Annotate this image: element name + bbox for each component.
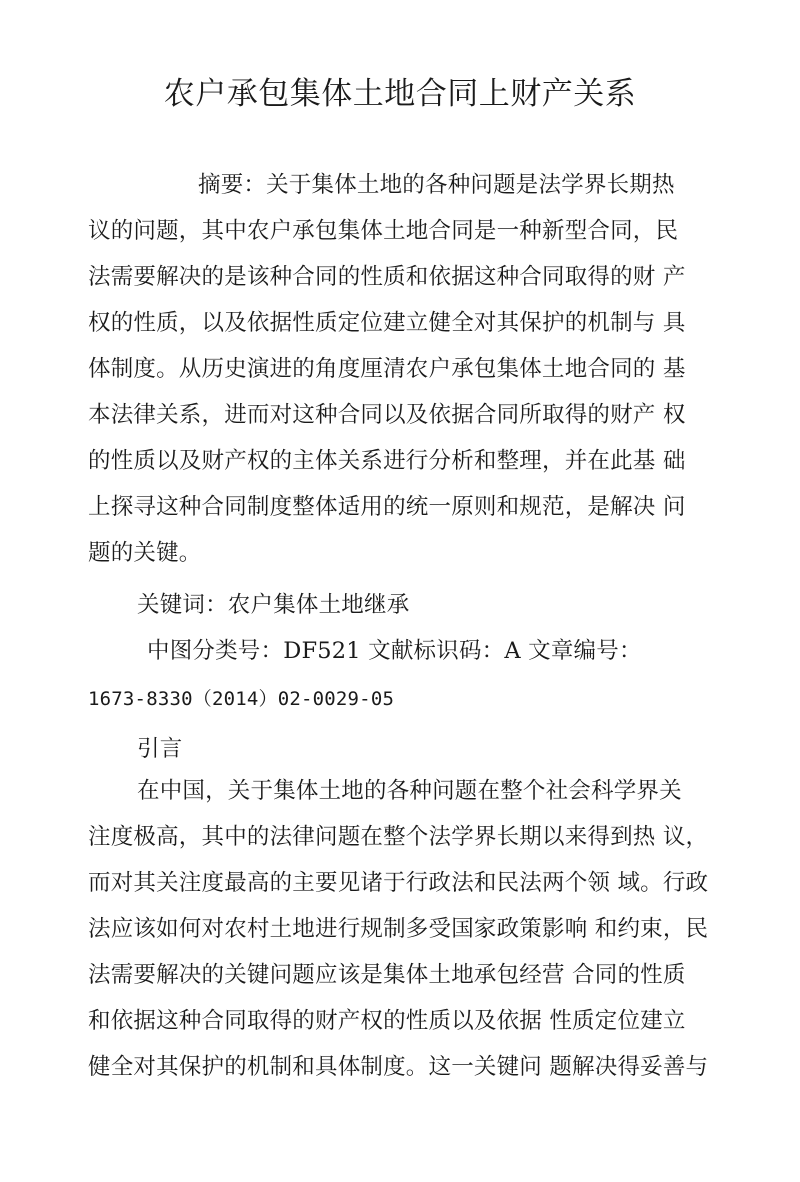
article-number-line: 1673-8330（2014）02-0029-05 [88, 688, 395, 710]
intro-line: 在中国，关于集体土地的各种问题在整个社会科学界关 [137, 778, 682, 804]
abstract-line: 的性质以及财产权的主体关系进行分析和整理，并在此基 础 [88, 448, 686, 474]
intro-heading: 引言 [137, 736, 183, 762]
intro-line: 健全对其保护的机制和具体制度。这一关键问 题解决得妥善与 [88, 1054, 709, 1080]
intro-line: 法应该如何对农村土地进行规制多受国家政策影响 和约束，民 [88, 916, 709, 942]
intro-line: 法需要解决的关键问题应该是集体土地承包经营 合同的性质 [88, 962, 686, 988]
abstract-line: 上探寻这种合同制度整体适用的统一原则和规范，是解决 问 [88, 494, 686, 520]
abstract-line: 体制度。从历史演进的角度厘清农户承包集体土地合同的 基 [88, 356, 686, 382]
abstract-line: 题的关键。 [88, 540, 202, 566]
abstract-line: 权的性质，以及依据性质定位建立健全对其保护的机制与 具 [88, 310, 686, 336]
abstract-line: 法需要解决的是该种合同的性质和依据这种合同取得的财 产 [88, 264, 686, 290]
intro-line: 注度极高，其中的法律问题在整个法学界长期以来得到热 议， [88, 824, 709, 850]
abstract-line: 议的问题，其中农户承包集体土地合同是一种新型合同，民 [88, 218, 679, 244]
intro-line: 而对其关注度最高的主要见诸于行政法和民法两个领 域。行政 [88, 870, 709, 896]
document-title: 农户承包集体土地合同上财产关系 [163, 76, 637, 112]
keywords-line: 关键词：农户集体土地继承 [137, 592, 410, 618]
classification-line: 中图分类号：DF521 文献标识码：A 文章编号： [147, 638, 642, 664]
intro-line: 和依据这种合同取得的财产权的性质以及依据 性质定位建立 [88, 1008, 686, 1034]
abstract-line: 摘要：关于集体土地的各种问题是法学界长期热 [198, 172, 675, 198]
abstract-line: 本法律关系，进而对这种合同以及依据合同所取得的财产 权 [88, 402, 686, 428]
